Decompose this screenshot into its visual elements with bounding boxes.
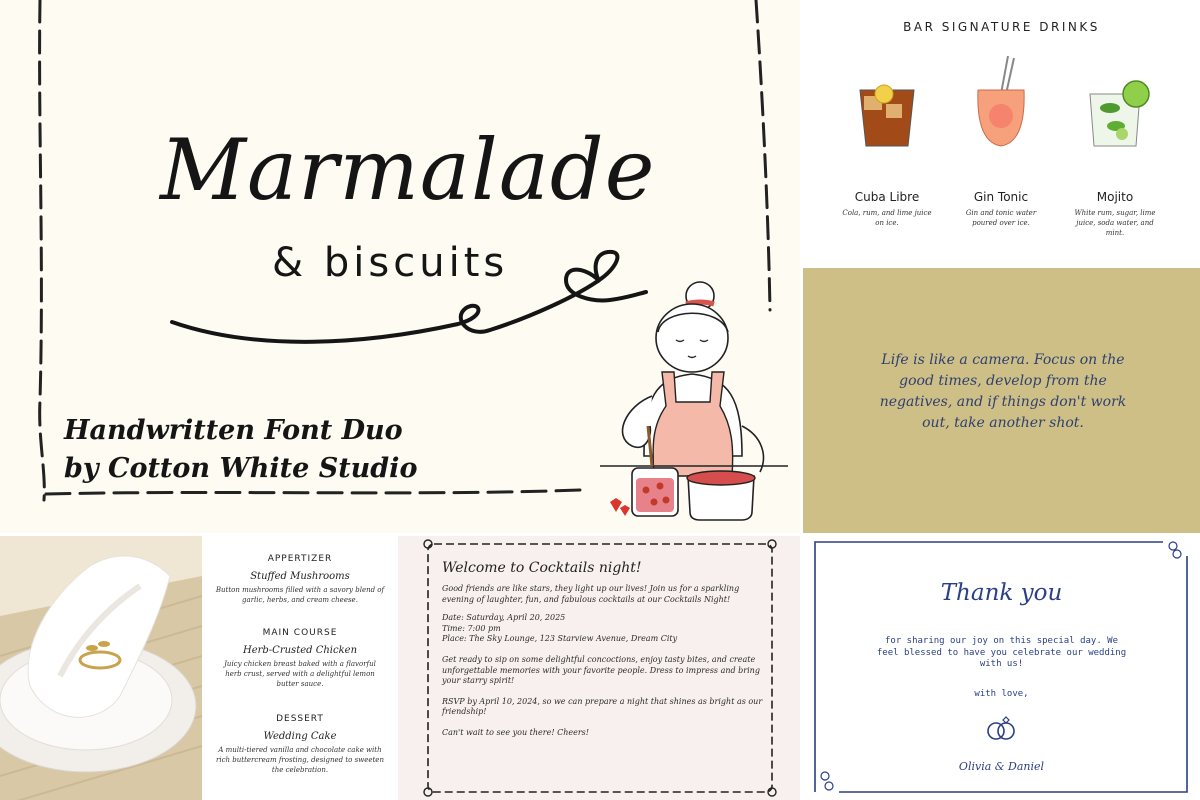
hero-subtitle: & biscuits xyxy=(272,240,509,286)
menu-section xyxy=(202,554,398,605)
heart-swash xyxy=(168,248,648,348)
thank-you-love: with love, xyxy=(974,689,1029,699)
napkin-photo xyxy=(0,536,202,800)
menu-card xyxy=(202,536,398,800)
drinks-title: BAR SIGNATURE DRINKS xyxy=(903,20,1100,34)
drink-desc: Cola, rum, and lime juice on ice. xyxy=(842,209,932,227)
course-title: APPERTIZER xyxy=(267,554,333,564)
baker-illustration xyxy=(592,276,792,526)
menu-section xyxy=(202,714,398,775)
thank-you-body: for sharing our joy on this special day. We feel blessed to have you celebrate our wedding with us! xyxy=(876,636,1127,669)
invite-details xyxy=(442,613,772,645)
dish-name: Herb-Crusted Chicken xyxy=(242,645,358,656)
drink-item xyxy=(941,50,1061,228)
drink-desc: Gin and tonic water poured over ice. xyxy=(965,209,1037,227)
invite-body: Get ready to sip on some delightful concoctions, enjoy tasty bites, and create unforgettable memories with your favorite people. Dress to impress and bring your starry spirit! xyxy=(442,654,760,686)
wedding-rings-icon xyxy=(985,716,1017,742)
tagline-line-2: by Cotton White Studio xyxy=(64,453,418,484)
invite-heading: Welcome to Cocktails night! xyxy=(442,560,642,576)
menu-section xyxy=(202,628,398,689)
drink-name: Gin Tonic xyxy=(973,190,1029,204)
hero-title: Marmalade xyxy=(160,121,656,219)
invite-time: Time: 7:00 pm xyxy=(442,623,501,633)
mojito-glass-icon xyxy=(1070,50,1160,150)
hero-tagline xyxy=(64,412,418,488)
thank-you-title: Thank you xyxy=(940,580,1063,606)
cuba-libre-glass-icon xyxy=(842,50,932,150)
tagline-line-1: Handwritten Font Duo xyxy=(64,415,403,446)
invite-intro: Good friends are like stars, they light up our lives! Join us for a sparkling evening of laughter, fun, and fabulous cocktails at our Cocktails Night! xyxy=(442,584,740,604)
invite-closing: Can't wait to see you there! Cheers! xyxy=(442,727,589,737)
invite-rsvp: RSVP by April 10, 2024, so we can prepare a night that shines as bright as our friendship! xyxy=(442,696,763,717)
thank-you-names: Olivia & Daniel xyxy=(958,760,1045,773)
drink-desc: White rum, sugar, lime juice, soda water, and mint. xyxy=(1074,209,1156,237)
course-title: MAIN COURSE xyxy=(262,628,338,638)
cocktail-invite-card xyxy=(398,536,800,800)
drink-item xyxy=(1055,50,1175,238)
thank-you-card xyxy=(803,536,1200,800)
quote-text: Life is like a camera. Focus on the good times, develop from the negatives, and if things don't work out, take another shot. xyxy=(879,352,1127,431)
dish-name: Wedding Cake xyxy=(263,731,337,742)
dish-desc: Button mushrooms filled with a savory blend of garlic, herbs, and cream cheese. xyxy=(215,586,385,604)
gin-tonic-glass-icon xyxy=(956,50,1046,150)
quote-card xyxy=(803,268,1200,533)
dish-desc: Juicy chicken breast baked with a flavorful herb crust, served with a delightful lemon butter sauce. xyxy=(224,660,376,688)
drink-item xyxy=(827,50,947,228)
dish-desc: A multi-tiered vanilla and chocolate cake with rich buttercream frosting, designed to sweeten the celebration. xyxy=(216,746,384,774)
invite-date: Date: Saturday, April 20, 2025 xyxy=(442,613,566,623)
hero-panel xyxy=(0,0,800,533)
invite-place: Place: The Sky Lounge, 123 Starview Avenue, Dream City xyxy=(442,634,678,644)
invite-content xyxy=(442,560,772,739)
course-title: DESSERT xyxy=(276,714,324,724)
drink-name: Cuba Libre xyxy=(854,190,920,204)
drink-name: Mojito xyxy=(1096,190,1134,204)
bar-drinks-card xyxy=(803,0,1200,265)
dish-name: Stuffed Mushrooms xyxy=(250,571,350,582)
table-setting-image xyxy=(0,536,202,800)
